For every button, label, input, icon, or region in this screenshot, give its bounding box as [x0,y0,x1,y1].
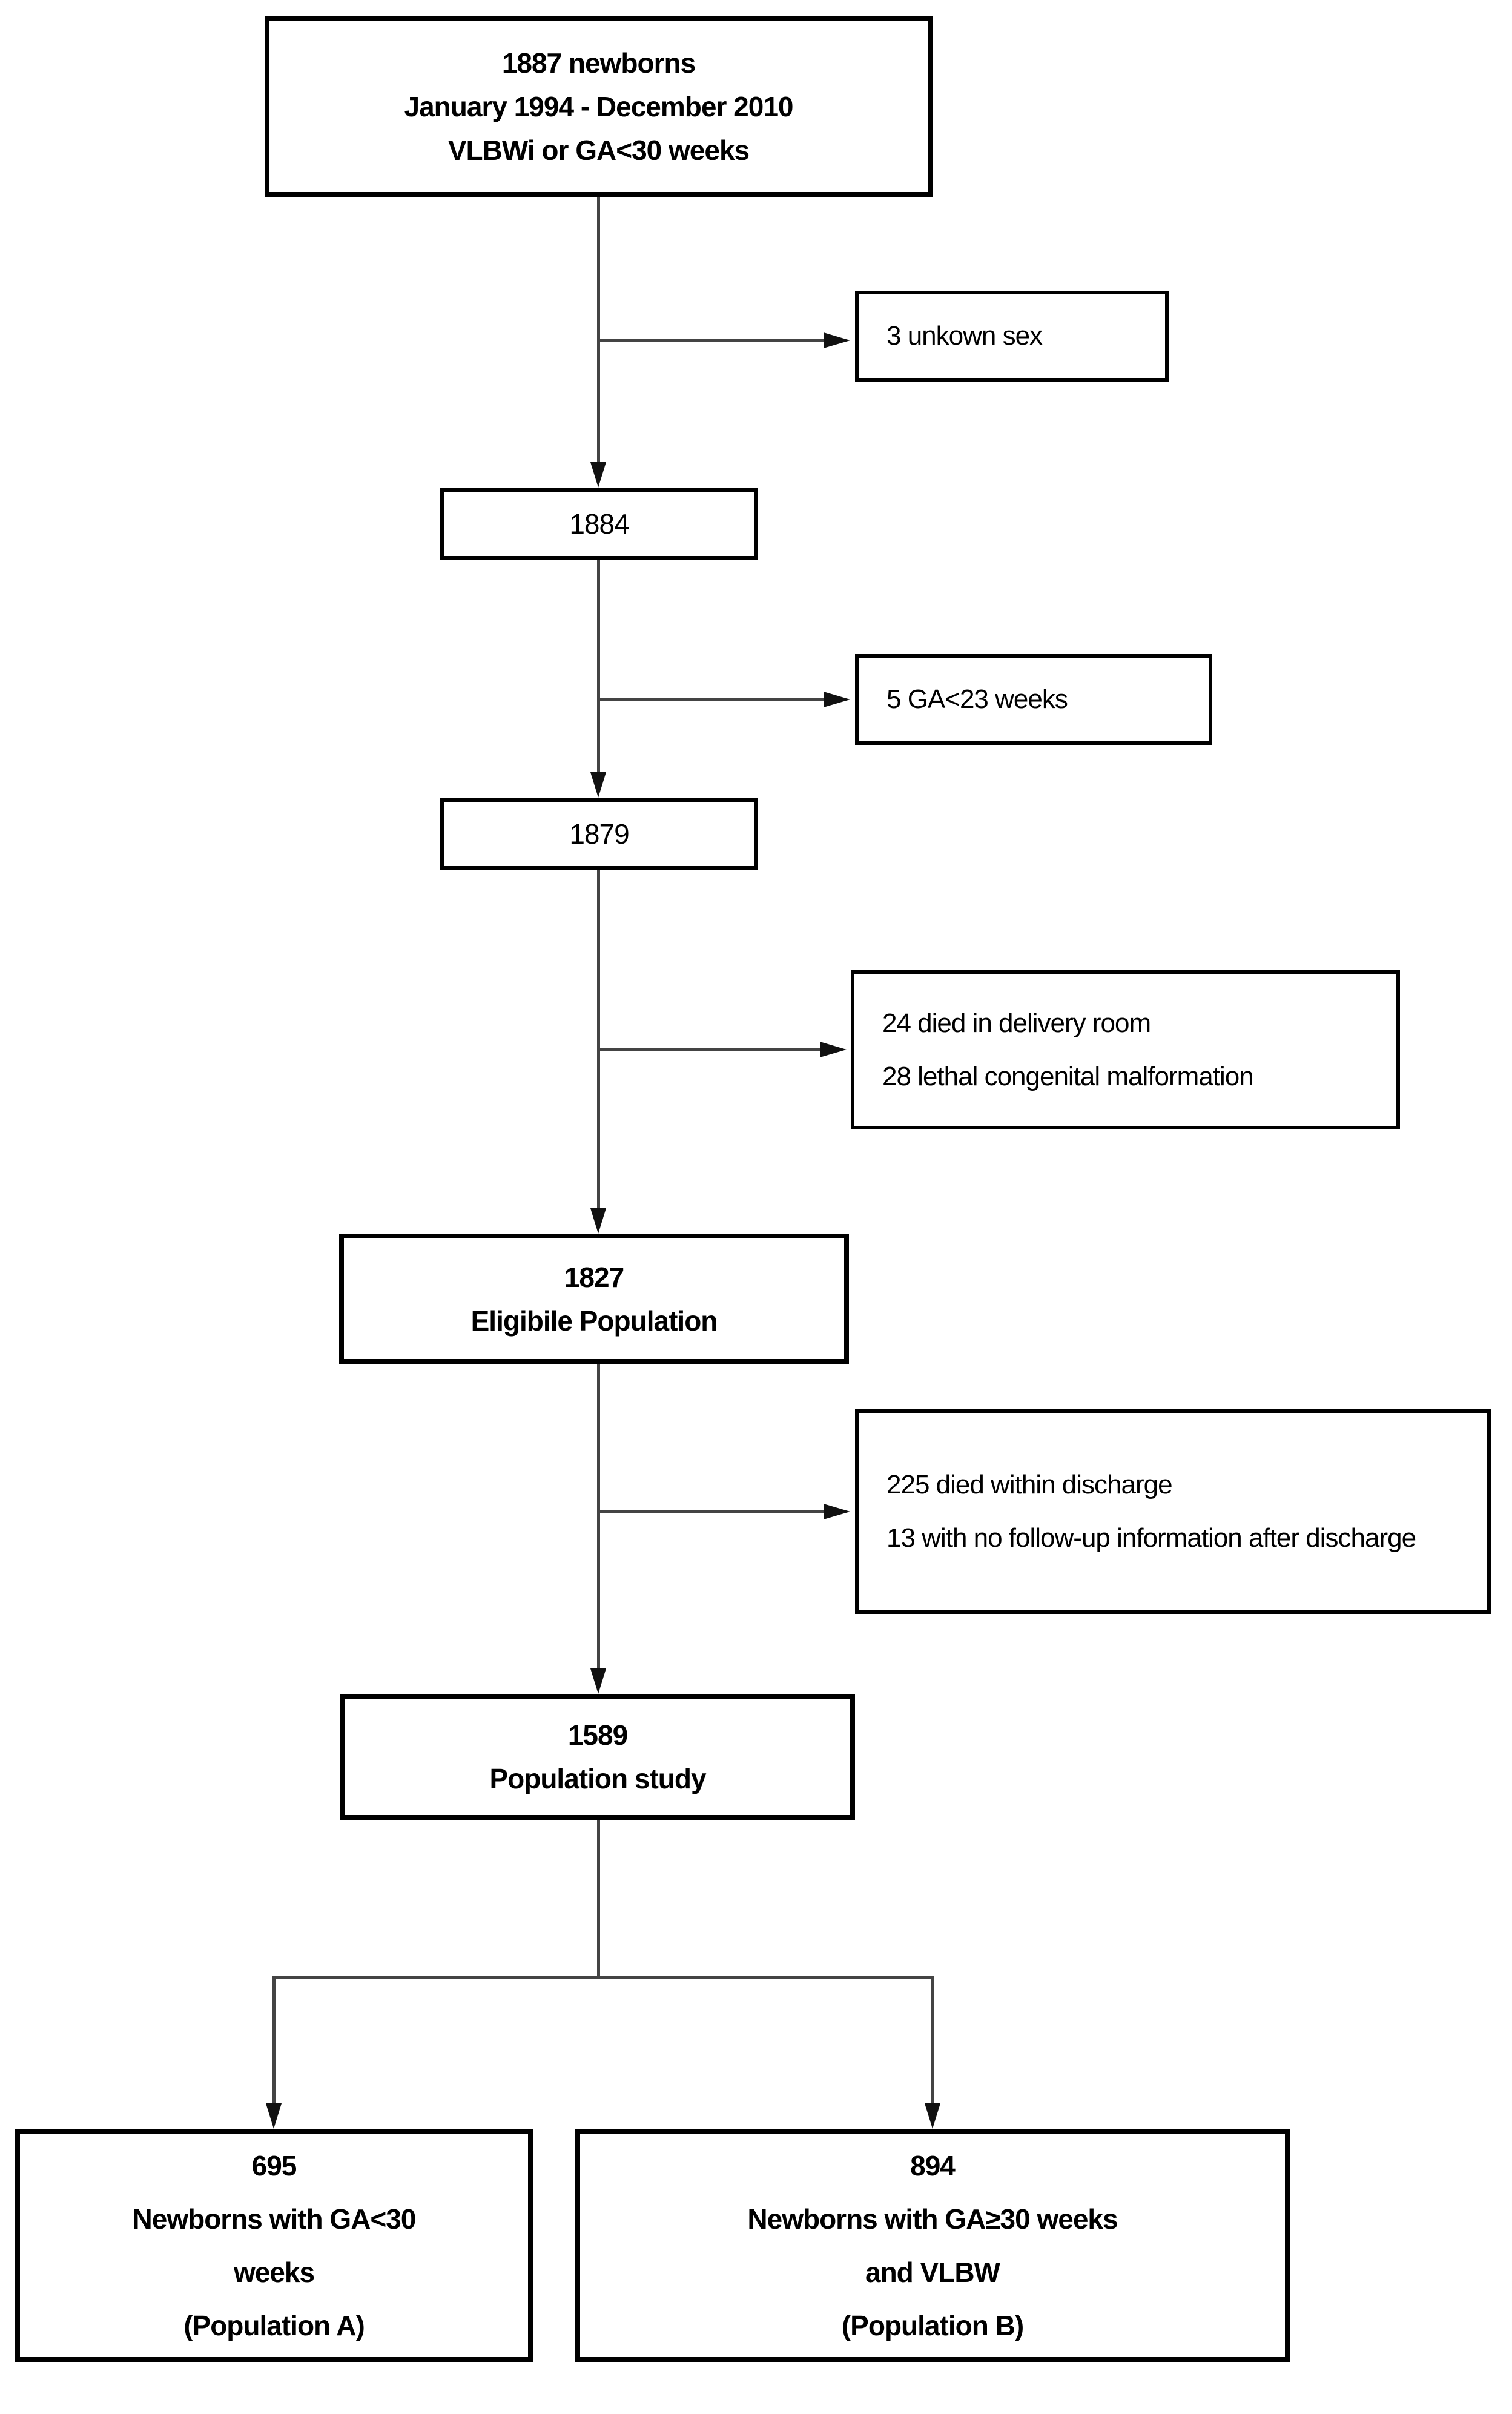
arrowhead-down-icon [590,462,606,488]
node-line: 1887 newborns [501,47,696,79]
connector-study-to-fork [597,1820,600,1977]
node-line: January 1994 - December 2010 [404,91,793,122]
exclusion-ga-under-23 [855,654,1212,745]
node-line: Newborns with GA<30 [132,2203,416,2235]
node-line: 1879 [569,818,629,850]
node-eligible-population [339,1234,849,1364]
node-population-study [340,1694,855,1820]
arrowhead-right-icon [824,332,850,348]
exclusion-line: 3 unkown sex [886,321,1043,351]
node-line: 1827 [564,1261,624,1293]
node-1884 [440,488,758,560]
node-line: weeks [233,2256,315,2288]
branch-delivery-room [598,1048,820,1051]
node-line: Population study [489,1763,706,1794]
connector-fork-to-population-b [931,1976,934,2103]
node-line: 1589 [567,1719,628,1751]
node-population-a [15,2129,533,2362]
branch-ga-under-23 [598,698,824,701]
node-line: (Population A) [183,2309,365,2341]
node-total-newborns [265,16,933,197]
fork-horizontal-bar [272,1976,934,1979]
arrowhead-down-icon [590,1668,606,1694]
connector-1879-to-eligible [597,870,600,1208]
connector-1884-to-1879 [597,560,600,772]
arrowhead-right-icon [824,692,850,707]
exclusion-died-discharge [855,1409,1491,1614]
connector-eligible-to-study [597,1364,600,1668]
arrowhead-down-icon [590,1208,606,1234]
exclusion-line: 24 died in delivery room [882,1008,1151,1038]
exclusion-unknown-sex [855,291,1169,382]
node-line: 695 [251,2149,297,2181]
arrowhead-right-icon [820,1042,847,1057]
exclusion-line: 5 GA<23 weeks [886,684,1068,714]
branch-unknown-sex [598,339,824,342]
exclusion-line: 13 with no follow-up information after discharge [886,1523,1416,1553]
node-line: 894 [910,2149,955,2181]
node-line: 1884 [569,508,629,540]
exclusion-line: 225 died within discharge [886,1470,1172,1500]
connector-fork-to-population-a [272,1976,276,2103]
arrowhead-right-icon [824,1504,850,1519]
arrowhead-down-icon [925,2103,940,2129]
branch-died-discharge [598,1510,824,1513]
exclusion-line: 28 lethal congenital malformation [882,1061,1253,1091]
node-line: and VLBW [865,2256,1000,2288]
node-line: VLBWi or GA<30 weeks [447,134,750,166]
node-1879 [440,798,758,870]
node-line: (Population B) [841,2309,1024,2341]
connector-start-to-1884 [597,197,600,462]
arrowhead-down-icon [590,772,606,798]
exclusion-delivery-room [851,970,1400,1129]
arrowhead-down-icon [266,2103,282,2129]
node-line: Newborns with GA≥30 weeks [747,2203,1118,2235]
node-population-b [575,2129,1290,2362]
node-line: Eligibile Population [470,1305,718,1337]
